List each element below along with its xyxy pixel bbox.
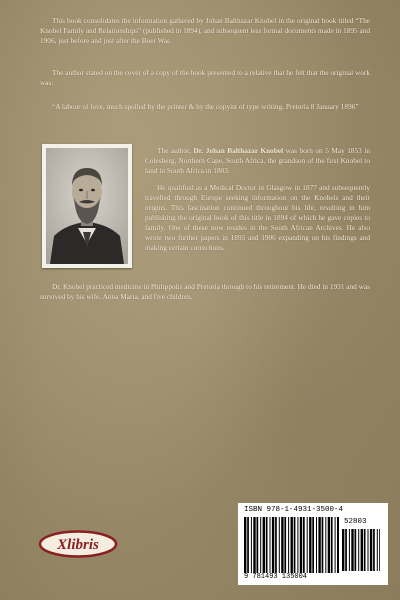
barcode-stripe: [251, 517, 252, 573]
barcode-stripe: [318, 517, 320, 573]
barcode-stripe: [272, 517, 274, 573]
barcode-stripe: [309, 517, 311, 573]
barcode-stripe: [253, 517, 255, 573]
author-bio-paragraph: [145, 146, 370, 176]
barcode-stripe: [370, 529, 372, 571]
barcode-stripe: [322, 517, 324, 573]
barcode-stripe: [379, 529, 380, 571]
barcode-stripe: [312, 517, 314, 573]
xlibris-logo: [38, 530, 118, 558]
author-portrait: [42, 144, 132, 268]
barcode-digits: 9 781493 135004: [244, 573, 308, 581]
retirement-paragraph: Dr. Knobel practiced medicine in Philippolis and Pretoria through to his retirement. He died in 1931 and was survived by his wife, Anna Maria, and five children.: [40, 282, 370, 301]
author-quote: “A labour of love, much spoiled by the printer & by the copyist of type writing, Pretoria 8 January 1896”: [52, 102, 359, 111]
barcode-stripe: [373, 529, 375, 571]
barcode-stripe: [316, 517, 317, 573]
isbn-barcode: [238, 503, 388, 585]
barcode-stripe: [345, 529, 347, 571]
barcode-stripe: [281, 517, 283, 573]
barcode-stripe: [291, 517, 293, 573]
logo-text: Xlibris: [57, 537, 99, 553]
barcode-stripe: [364, 529, 366, 571]
author-name: Dr. Johan Balthazar Knobel: [193, 146, 284, 155]
barcode-stripe: [303, 517, 305, 573]
barcode-stripe: [358, 529, 359, 571]
barcode-stripe: [297, 517, 298, 573]
career-paragraph: He qualified as a Medical Doctor in Glasgow in 1877 and subsequently travelled through Europe seeking information on the Knobels and their origins. This fascination continued throughout his life, resulting in him publishing the original book of this title in 1894 of which he gave copies to family. One of these now resides in the South African Archives. He also wrote two further papers in 1895 and 1906 expanding on his findings and making certain corrections.: [145, 183, 370, 252]
isbn-number: ISBN 978-1-4931-3500-4: [244, 506, 344, 514]
barcode-stripe: [247, 517, 249, 573]
barcode-bars: [244, 517, 339, 573]
barcode-stripe: [361, 529, 363, 571]
barcode-stripe: [325, 517, 326, 573]
bio-intro-text: The author,: [157, 146, 194, 155]
barcode-stripe: [288, 517, 289, 573]
barcode-stripe: [244, 517, 246, 573]
barcode-stripe: [377, 529, 378, 571]
barcode-stripe: [337, 517, 339, 573]
barcode-stripe: [260, 517, 261, 573]
barcode-stripe: [263, 517, 265, 573]
barcode-stripe: [351, 529, 353, 571]
barcode-stripe: [307, 517, 308, 573]
barcode-stripe: [349, 529, 350, 571]
barcode-stripe: [331, 517, 333, 573]
barcode-stripe: [257, 517, 259, 573]
portrait-image: [46, 148, 128, 264]
barcode-stripe: [270, 517, 271, 573]
barcode-stripe: [335, 517, 336, 573]
addon-barcode-bars: [342, 529, 380, 571]
bio-birth-text: was born on 5 May 1853 in Colesberg, Northern Cape, South Africa, the grandson of the first Knobel to land in South Africa in 1803.: [145, 146, 370, 175]
barcode-stripe: [355, 529, 357, 571]
barcode-stripe: [294, 517, 296, 573]
barcode-stripe: [275, 517, 277, 573]
author-statement-paragraph: The author stated on the cover of a copy of the book presented to a relative that he felt that the original work was:: [40, 68, 370, 87]
barcode-stripe: [368, 529, 369, 571]
addon-code: 52803: [344, 518, 367, 526]
barcode-stripe: [328, 517, 330, 573]
barcode-stripe: [342, 529, 344, 571]
barcode-stripe: [284, 517, 286, 573]
barcode-stripe: [279, 517, 280, 573]
barcode-stripe: [300, 517, 302, 573]
barcode-stripe: [266, 517, 268, 573]
intro-paragraph: This book consolidates the information gathered by Johan Balthazar Knobel in the original book titled “The Knobel Family and Relationships” (published in 1894), and subsequent less formal documents made in 1895 and 1906, just before and just after the Boer War.: [40, 16, 370, 45]
